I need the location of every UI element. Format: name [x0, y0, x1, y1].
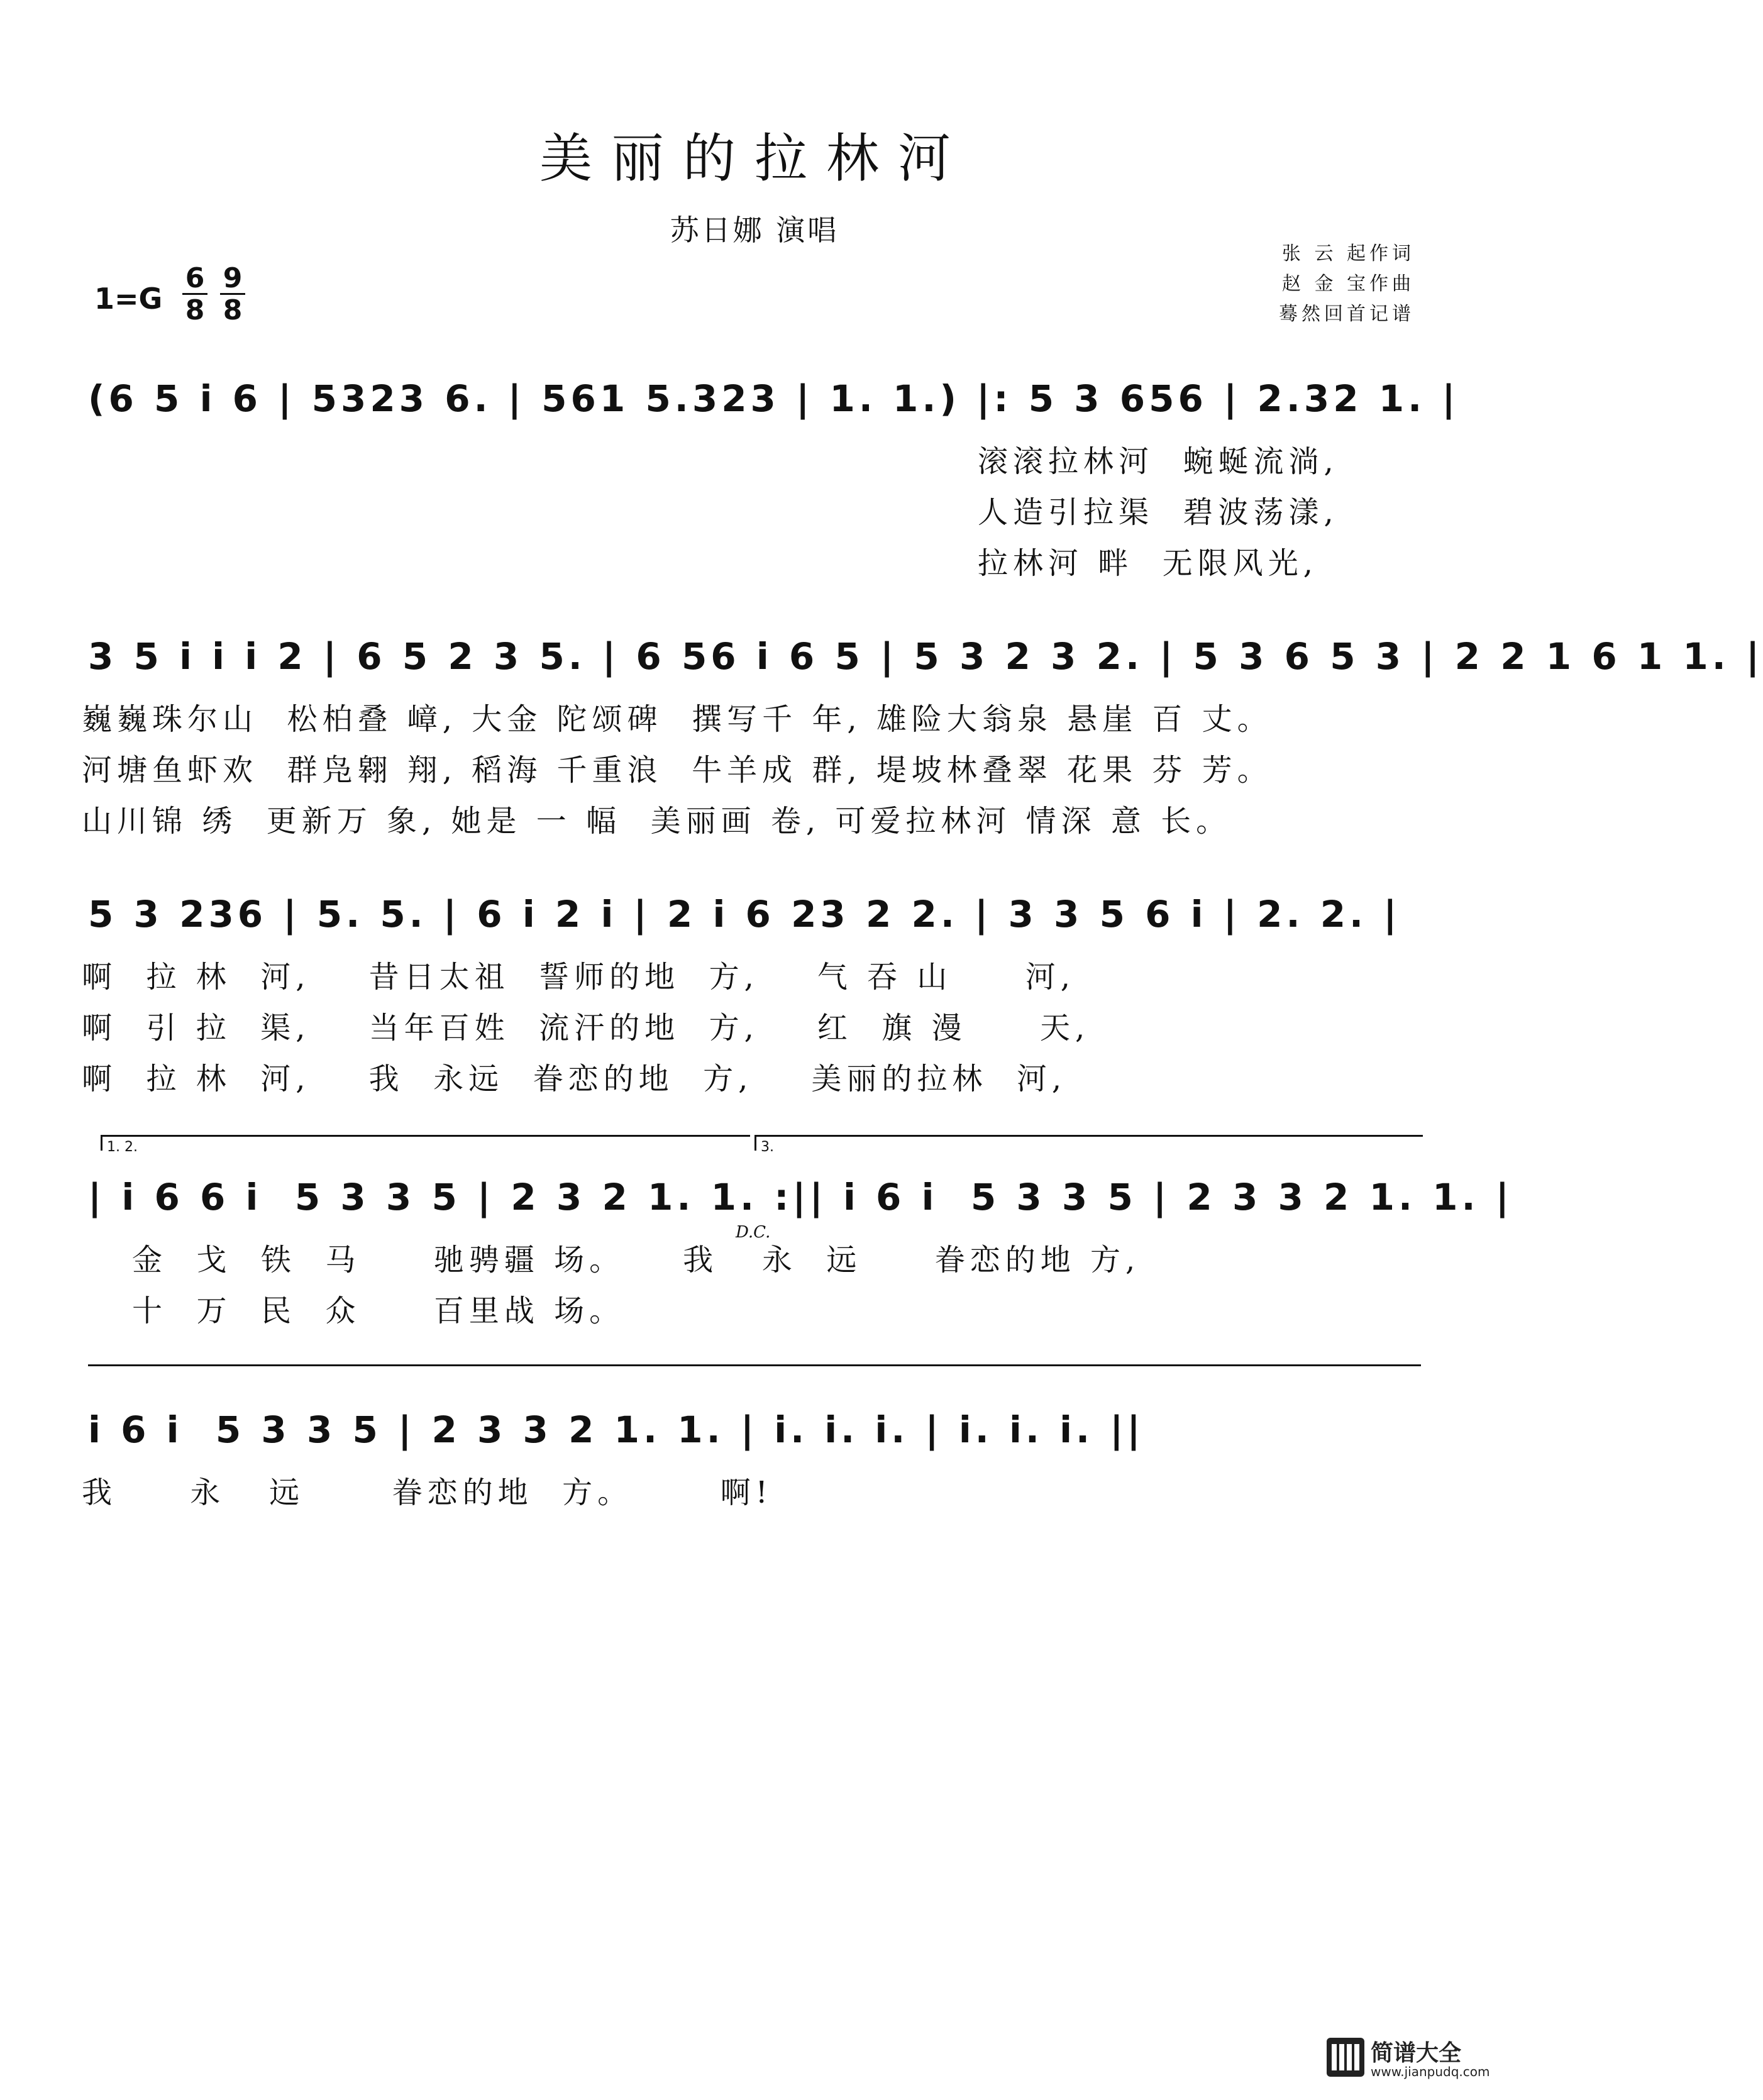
volta-bracket-3 [754, 1135, 1423, 1151]
da-capo-mark: D.C. [736, 1223, 771, 1242]
system2-notes: 3 5 i i i 2 | 6 5 2 3 5. | 6 56 i 6 5 | 5 3 2 3 2. | 5 3 6 5 3 | 2 2 1 6 1 1. | [88, 635, 1763, 678]
system4-lyric-verse1: 金 戈 铁 马 驰骋疆 场。 我 永 远 眷恋的地 方, [132, 1242, 1141, 1278]
system1-lyric-verse1: 滚滚拉林河 蜿蜒流淌, [978, 444, 1339, 479]
system5-top-rule [88, 1364, 1421, 1366]
system3-lyric-verse2: 啊 引 拉 渠, 当年百姓 流汗的地 方, 红 旗 漫 天, [82, 1010, 1090, 1046]
system2-lyric-verse1: 巍巍珠尔山 松柏叠 嶂, 大金 陀颂碑 撰写千 年, 雄险大翁泉 悬崖 百 丈。 [82, 702, 1273, 737]
system4-lyric-verse2: 十 万 民 众 百里战 场。 [132, 1293, 625, 1329]
site-logo [1327, 2034, 1490, 2084]
volta-bracket-1-2 [101, 1135, 750, 1151]
system1-lyric-verse2: 人造引拉渠 碧波荡漾, [978, 495, 1339, 530]
site-name: 简谱大全 [1371, 2040, 1462, 2066]
system5-lyric: 我 永 远 眷恋的地 方。 啊! [82, 1475, 773, 1510]
key-signature: 1=G [94, 282, 163, 316]
song-title: 美丽的拉林河 [539, 128, 970, 189]
time-signature-6-8: $\frac{6}{8}$ [182, 264, 207, 326]
volta-label-1-2: 1. 2. [107, 1139, 138, 1155]
system2-lyric-verse3: 山川锦 绣 更新万 象, 她是 一 幅 美丽画 卷, 可爱拉林河 情深 意 长。 [82, 804, 1232, 839]
system2-lyric-verse2: 河塘鱼虾欢 群凫翱 翔, 稻海 千重浪 牛羊成 群, 堤坡林叠翠 花果 芬 芳。 [82, 753, 1273, 788]
transcriber-credit: 蓦然回首记谱 [1279, 303, 1415, 325]
system4-notes: | i 6 6 i 5 3 3 5 | 2 3 2 1. 1. :|| i 6 i 5 3 3 5 | 2 3 3 2 1. 1. | [88, 1176, 1513, 1219]
composer-credit: 赵 金 宝作曲 [1281, 273, 1415, 295]
piano-keys-icon [1327, 2038, 1364, 2077]
system3-notes: 5 3 236 | 5. 5. | 6 i 2 i | 2 i 6 23 2 2. | 3 3 5 6 i | 2. 2. | [88, 893, 1401, 936]
volta-label-3: 3. [761, 1139, 774, 1155]
system1-notes: (6 5 i 6 | 5323 6. | 561 5.323 | 1. 1.) |: 5 3 656 | 2.32 1. | [88, 377, 1459, 420]
system3-lyric-verse3: 啊 拉 林 河, 我 永远 眷恋的地 方, 美丽的拉林 河, [82, 1061, 1067, 1097]
performer: 苏日娜 演唱 [670, 213, 839, 247]
site-url: www.jianpudq.com [1371, 2064, 1490, 2079]
system1-lyric-verse3: 拉林河 畔 无限风光, [978, 546, 1318, 581]
time-signature-9-8: $\frac{9}{8}$ [220, 264, 245, 326]
system3-lyric-verse1: 啊 拉 林 河, 昔日太祖 誓师的地 方, 气 吞 山 河, [82, 959, 1075, 995]
lyricist-credit: 张 云 起作词 [1281, 243, 1415, 265]
system5-notes: i 6 i 5 3 3 5 | 2 3 3 2 1. 1. | i. i. i. | i. i. i. || [88, 1408, 1144, 1451]
